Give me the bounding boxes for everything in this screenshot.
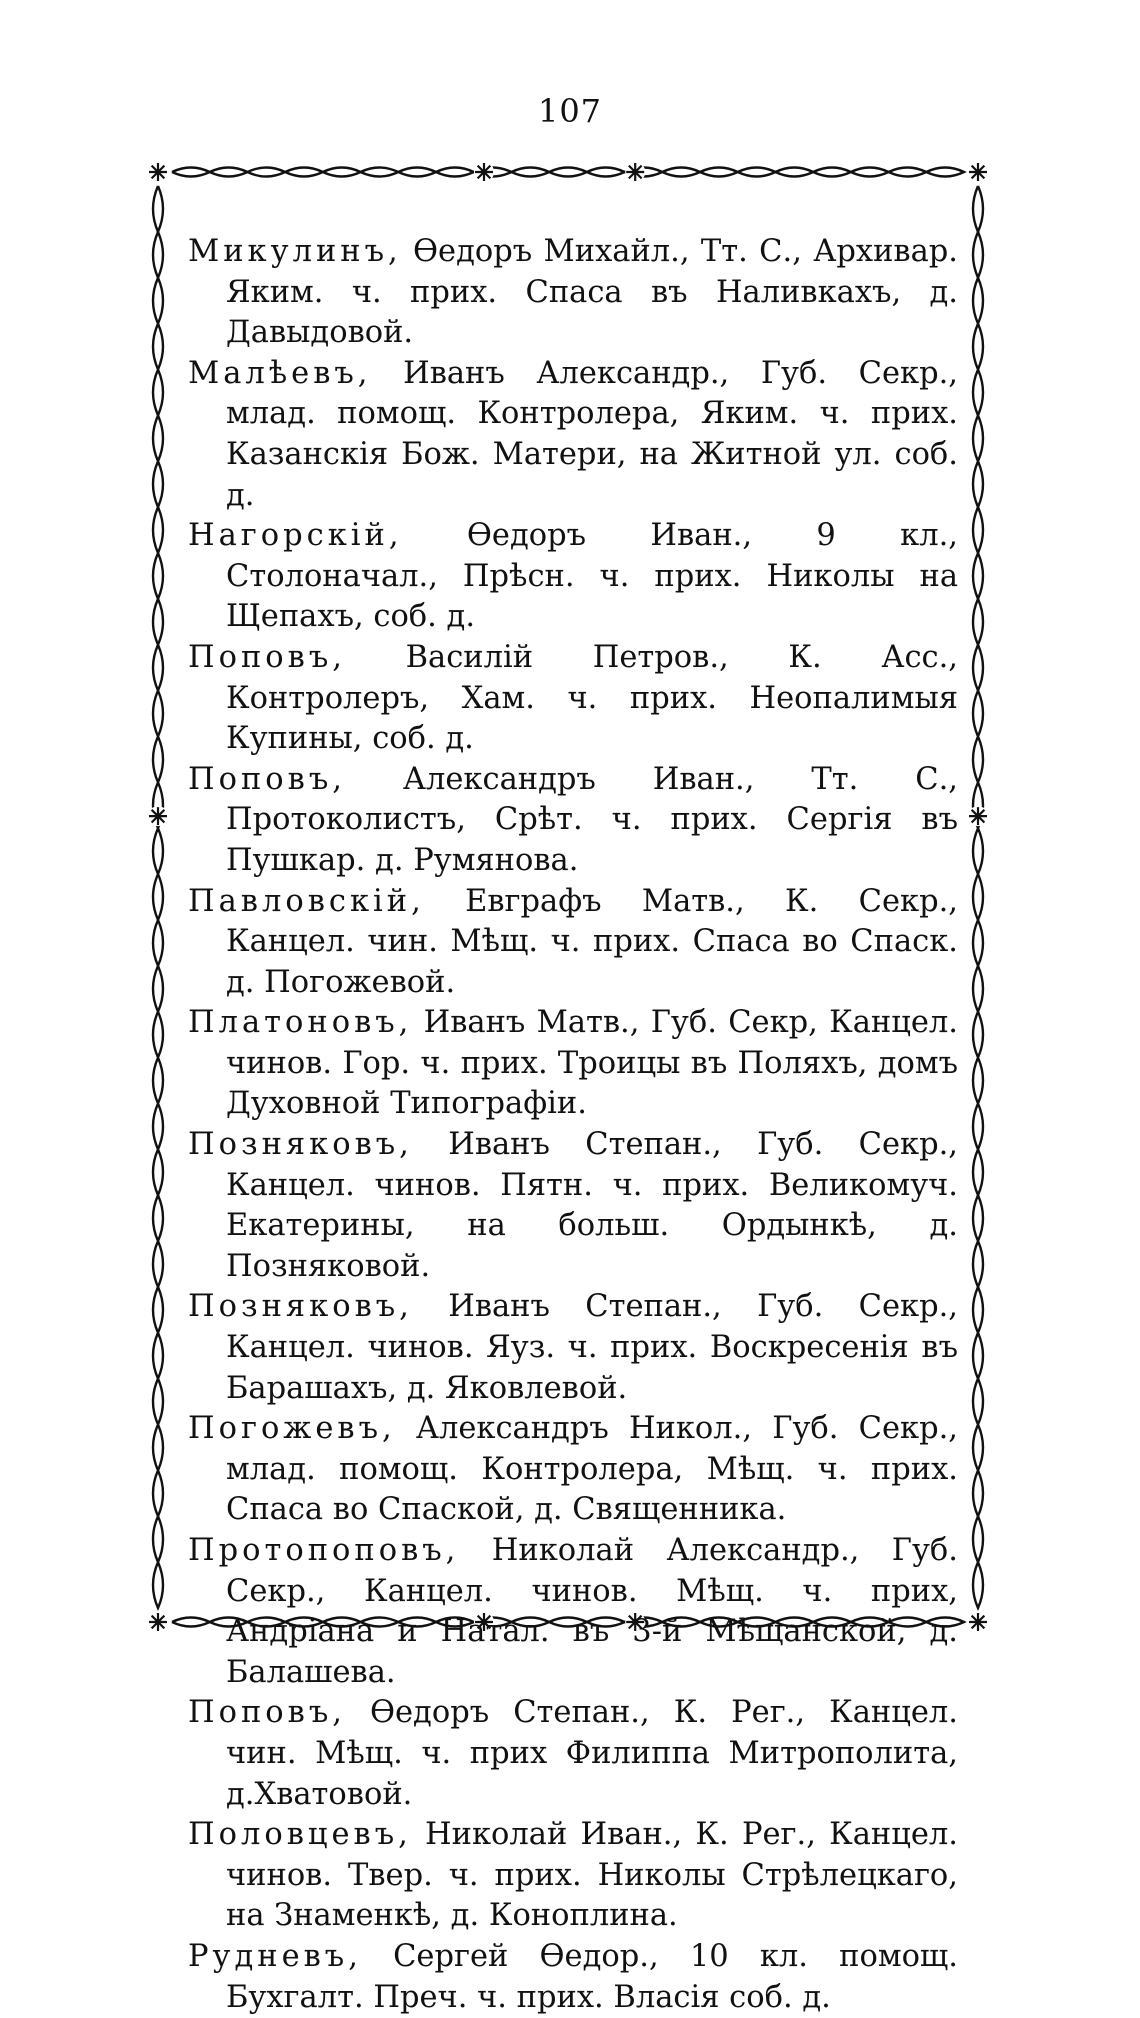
entry (188, 516, 958, 638)
asterisk-ornament (149, 163, 167, 181)
entry-surname: Половцевъ, (188, 1817, 412, 1853)
entry (188, 1125, 958, 1287)
entry (188, 1409, 958, 1531)
entry (188, 760, 958, 882)
entry-details: Иванъ Степан., Губ. Секр., Канцел. чинов. Пятн. ч. прих. Великомуч. Екатерины, на больш. Ордынкѣ, д. Позняковой. (226, 1127, 958, 1284)
asterisk-ornament (149, 807, 167, 825)
asterisk-ornament (969, 1613, 987, 1631)
entry-surname: Позняковъ, (188, 1289, 413, 1325)
entry (188, 1003, 958, 1125)
entry-surname: Платоновъ, (188, 1005, 413, 1041)
entry-surname: Малѣевъ, (188, 355, 372, 391)
entry-details: Николай Иван., К. Рег., Канцел. чинов. Твер. ч. прих. Николы Стрѣлецкаго, на Знаменкѣ, д. Коноплина. (226, 1817, 958, 1934)
entry-surname: Погожевъ, (188, 1411, 396, 1447)
entry-surname: Поповъ, (188, 1695, 346, 1731)
entry-details: Өедоръ Михайл., Тт. С., Архивар. Яким. ч. прих. Спаса въ Наливкахъ, д. Давыдовой. (226, 234, 958, 351)
entry-details: Иванъ Матв., Губ. Секр, Канцел. чинов. Гор. ч. прих. Троицы въ Поляхъ, домъ Духовной Типографіи. (226, 1005, 958, 1122)
asterisk-ornament (626, 163, 644, 181)
entry-details: Өедоръ Иван., 9 кл., Столоначал., Прѣсн. ч. прих. Николы на Щепахъ, соб. д. (226, 518, 958, 635)
entry-surname: Поповъ, (188, 761, 346, 797)
entry-details: Александръ Никол., Губ. Секр., млад. помощ. Контролера, Мѣщ. ч. прих. Спаса во Спаской, д. Священника. (226, 1411, 958, 1528)
entry-surname: Микулинъ, (188, 234, 402, 269)
entry-details: Иванъ Степан., Губ. Секр., Канцел. чинов. Яуз. ч. прих. Воскресенія въ Барашахъ, д. Яковлевой. (226, 1289, 958, 1406)
entry (188, 1937, 958, 2018)
entry (188, 1693, 958, 1815)
entry-surname: Павловскій, (188, 883, 425, 919)
entry-details: Александръ Иван., Тт. С., Протоколистъ, Срѣт. ч. прих. Сергія въ Пушкар. д. Румянова. (226, 761, 958, 878)
entry-surname: Протопоповъ, (188, 1533, 460, 1568)
entry-details: Евграфъ Матв., К. Секр., Канцел. чин. Мѣщ. ч. прих. Спаса во Спаск. д. Погожевой. (226, 883, 958, 1000)
entry (188, 882, 958, 1004)
register-entries (188, 232, 958, 2018)
entry-details: Өедоръ Степан., К. Рег., Канцел. чин. Мѣщ. ч. прих Филиппа Митрополита, д.Хватовой. (226, 1695, 958, 1812)
entry-details: Николай Александр., Губ. Секр., Канцел. чинов. Мѣщ. ч. прих, Андріана и Натал. въ 3-й Мѣщанской, д. Балашева. (226, 1533, 958, 1690)
asterisk-ornament (475, 163, 493, 181)
entry-details: Сергей Өедор., 10 кл. помощ. Бухгалт. Преч. ч. прих. Власія соб. д. (226, 1938, 958, 2015)
entry-surname: Нагорскій, (188, 518, 403, 554)
page-number: 107 (537, 92, 603, 130)
entry (188, 1531, 958, 1693)
asterisk-ornament (969, 807, 987, 825)
asterisk-ornament (149, 1613, 167, 1631)
entry (188, 1287, 958, 1409)
entry-details: Василій Петров., К. Асс., Контролеръ, Хам. ч. прих. Неопалимыя Купины, соб. д. (226, 639, 958, 757)
asterisk-ornament (969, 163, 987, 181)
entry-surname: Рудневъ, (188, 1938, 362, 1974)
entry (188, 638, 958, 760)
entry (188, 232, 958, 354)
entry-details: Иванъ Александр., Губ. Секр., млад. помощ. Контролера, Яким. ч. прих. Казанскія Бож. Матери, на Житной ул. соб. д. (226, 355, 958, 513)
entry (188, 354, 958, 516)
entry-surname: Позняковъ, (188, 1127, 413, 1163)
entry-surname: Поповъ, (188, 639, 346, 675)
entry (188, 1815, 958, 1937)
